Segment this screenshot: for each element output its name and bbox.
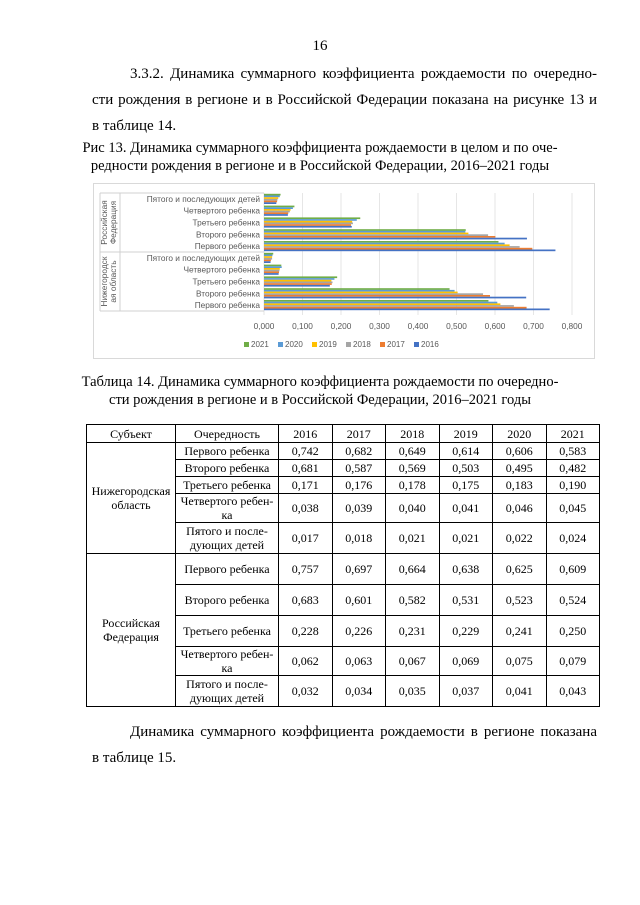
bar (264, 297, 526, 299)
bar (264, 219, 357, 221)
bar (264, 207, 293, 209)
bar (264, 273, 279, 275)
bar (264, 194, 281, 196)
value-cell: 0,638 (439, 554, 493, 585)
bar (264, 271, 279, 273)
intro-line-2: сти рождения в регионе и в Российской Федерации показана на рисунке 13 и (92, 92, 597, 108)
category-label: Пятого и последующих детей (146, 193, 260, 204)
data-table (86, 424, 600, 707)
value-cell: 0,531 (439, 585, 493, 616)
value-cell: 0,742 (279, 443, 333, 460)
legend-swatch (244, 342, 249, 347)
value-cell: 0,503 (439, 460, 493, 477)
category-label: Первого ребенка (194, 300, 260, 311)
bar (264, 212, 288, 214)
legend-swatch (278, 342, 283, 347)
bar (264, 211, 290, 213)
header-year: 2020 (493, 425, 547, 443)
value-cell: 0,041 (439, 494, 493, 523)
bar (264, 214, 288, 216)
bar (264, 265, 281, 267)
bar (264, 256, 272, 258)
bar (264, 290, 455, 292)
value-cell: 0,041 (493, 676, 547, 707)
header-year: 2018 (386, 425, 440, 443)
table-row (87, 443, 600, 460)
group-label: Нижегородск (99, 256, 109, 307)
bar (264, 244, 510, 246)
value-cell: 0,614 (439, 443, 493, 460)
bar (264, 266, 282, 268)
figure-caption-line-2: редности рождения в регионе и в Российской Федерации, 2016–2021 годы (90, 158, 550, 174)
value-cell: 0,664 (386, 554, 440, 585)
group-label: Российская (99, 200, 109, 245)
order-cell: Второго ребенка (176, 585, 279, 616)
value-cell: 0,228 (279, 616, 333, 647)
value-cell: 0,681 (279, 460, 333, 477)
intro-line-3: в таблице 14. (92, 118, 177, 134)
bar (264, 270, 279, 272)
value-cell: 0,625 (493, 554, 547, 585)
value-cell: 0,582 (386, 585, 440, 616)
x-tick-label: 0,000 (253, 321, 275, 331)
order-cell: Четвертого ребен-ка (176, 647, 279, 676)
value-cell: 0,178 (386, 477, 440, 494)
legend-label: 2018 (353, 340, 371, 349)
bar (264, 224, 351, 226)
bar (264, 258, 272, 260)
value-cell: 0,757 (279, 554, 333, 585)
value-cell: 0,482 (546, 460, 600, 477)
bar (264, 253, 273, 255)
value-cell: 0,045 (546, 494, 600, 523)
bar (264, 233, 468, 235)
value-cell: 0,250 (546, 616, 600, 647)
value-cell: 0,018 (332, 523, 386, 554)
value-cell: 0,587 (332, 460, 386, 477)
bar (264, 300, 488, 302)
bar (264, 234, 488, 236)
category-label: Второго ребенка (196, 288, 260, 299)
bar (264, 250, 555, 252)
bar (264, 260, 271, 262)
value-cell: 0,075 (493, 647, 547, 676)
value-cell: 0,040 (386, 494, 440, 523)
legend-label: 2017 (387, 340, 405, 349)
table-caption-line-2: сти рождения в регионе и в Российской Федерации, 2016–2021 годы (109, 392, 531, 408)
closing-line-1: Динамика суммарного коэффициента рождаемости в регионе показана (130, 724, 597, 740)
value-cell: 0,495 (493, 460, 547, 477)
value-cell: 0,022 (493, 523, 547, 554)
bar (264, 243, 505, 245)
page-number: 16 (312, 38, 328, 54)
x-tick-label: 0,300 (369, 321, 390, 331)
group-label: ая область (108, 260, 118, 303)
order-cell: Пятого и после-дующих детей (176, 676, 279, 707)
figure-caption (60, 139, 580, 175)
legend-swatch (414, 342, 419, 347)
value-cell: 0,171 (279, 477, 333, 494)
bar (264, 278, 334, 280)
bar (264, 309, 550, 311)
bar (264, 282, 333, 284)
value-cell: 0,035 (386, 676, 440, 707)
bar (264, 255, 272, 257)
value-cell: 0,523 (493, 585, 547, 616)
x-tick-label: 0,800 (561, 321, 583, 331)
value-cell: 0,032 (279, 676, 333, 707)
category-label: Третьего ребенка (192, 217, 260, 228)
order-cell: Второго ребенка (176, 460, 279, 477)
value-cell: 0,037 (439, 676, 493, 707)
value-cell: 0,183 (493, 477, 547, 494)
value-cell: 0,017 (279, 523, 333, 554)
value-cell: 0,606 (493, 443, 547, 460)
value-cell: 0,043 (546, 676, 600, 707)
header-year: 2021 (546, 425, 600, 443)
value-cell: 0,046 (493, 494, 547, 523)
bar (264, 285, 330, 287)
order-cell: Четвертого ребен-ка (176, 494, 279, 523)
closing-paragraph (92, 719, 597, 771)
value-cell: 0,682 (332, 443, 386, 460)
bar (264, 246, 520, 248)
bar (264, 238, 527, 240)
header-order: Очередность (176, 425, 279, 443)
x-tick-label: 0,400 (407, 321, 429, 331)
bar (264, 231, 465, 233)
x-tick-label: 0,200 (330, 321, 352, 331)
bar (264, 197, 278, 199)
value-cell: 0,034 (332, 676, 386, 707)
value-cell: 0,069 (439, 647, 493, 676)
legend-swatch (312, 342, 317, 347)
header-subject: Субъект (87, 425, 176, 443)
bar (264, 221, 352, 223)
bar (264, 292, 458, 294)
bar (264, 223, 353, 225)
legend-label: 2016 (421, 340, 439, 349)
bar-chart (93, 183, 595, 359)
value-cell: 0,226 (332, 616, 386, 647)
bar (264, 280, 331, 282)
value-cell: 0,176 (332, 477, 386, 494)
bar (264, 283, 332, 285)
bar-chart-svg (94, 184, 594, 358)
value-cell: 0,190 (546, 477, 600, 494)
intro-paragraph (92, 61, 597, 139)
value-cell: 0,649 (386, 443, 440, 460)
x-tick-label: 0,600 (484, 321, 506, 331)
legend-swatch (380, 342, 385, 347)
bar (264, 236, 495, 238)
value-cell: 0,229 (439, 616, 493, 647)
bar (264, 226, 352, 228)
table-caption (60, 373, 580, 409)
group-label: Федерация (108, 200, 118, 245)
value-cell: 0,601 (332, 585, 386, 616)
category-label: Второго ребенка (196, 229, 260, 240)
value-cell: 0,175 (439, 477, 493, 494)
bar (264, 276, 337, 278)
bar (264, 199, 277, 201)
bar (264, 209, 291, 211)
bar (264, 288, 450, 290)
table-header-row (87, 425, 600, 443)
value-cell: 0,039 (332, 494, 386, 523)
bar (264, 295, 490, 297)
legend-label: 2019 (319, 340, 337, 349)
subject-cell: Нижегородская область (87, 443, 176, 554)
value-cell: 0,063 (332, 647, 386, 676)
table-body (87, 443, 600, 707)
bar (264, 293, 483, 295)
bar (264, 217, 360, 219)
bar (264, 261, 271, 263)
order-cell: Первого ребенка (176, 443, 279, 460)
value-cell: 0,231 (386, 616, 440, 647)
bar (264, 307, 527, 309)
value-cell: 0,038 (279, 494, 333, 523)
x-tick-label: 0,700 (523, 321, 544, 331)
table-row (87, 554, 600, 585)
bar (264, 206, 294, 208)
category-label: Пятого и последующих детей (146, 252, 260, 263)
order-cell: Первого ребенка (176, 554, 279, 585)
bar (264, 305, 514, 307)
order-cell: Третьего ребенка (176, 477, 279, 494)
legend-label: 2020 (285, 340, 303, 349)
closing-line-2: в таблице 15. (92, 750, 177, 766)
value-cell: 0,609 (546, 554, 600, 585)
bar (264, 202, 276, 204)
value-cell: 0,079 (546, 647, 600, 676)
header-year: 2017 (332, 425, 386, 443)
subject-cell: Российская Федерация (87, 554, 176, 707)
order-cell: Третьего ребенка (176, 616, 279, 647)
x-tick-label: 0,100 (292, 321, 313, 331)
bar (264, 201, 277, 203)
figure-caption-line-1: Рис 13. Динамика суммарного коэффициента рождаемости в целом и по оче- (82, 140, 558, 156)
value-cell: 0,021 (386, 523, 440, 554)
value-cell: 0,024 (546, 523, 600, 554)
value-cell: 0,524 (546, 585, 600, 616)
category-label: Третьего ребенка (192, 276, 260, 287)
bar (264, 248, 532, 250)
value-cell: 0,583 (546, 443, 600, 460)
category-label: Четвертого ребенка (183, 264, 260, 275)
table-caption-line-1: Таблица 14. Динамика суммарного коэффициента рождаемости по очередно- (81, 374, 559, 390)
bar (264, 268, 280, 270)
value-cell: 0,241 (493, 616, 547, 647)
category-label: Первого ребенка (194, 241, 260, 252)
bar (264, 302, 497, 304)
value-cell: 0,697 (332, 554, 386, 585)
category-label: Четвертого ребенка (183, 205, 260, 216)
value-cell: 0,067 (386, 647, 440, 676)
value-cell: 0,062 (279, 647, 333, 676)
intro-line-1: 3.3.2. Динамика суммарного коэффициента рождаемости по очередно- (130, 66, 597, 82)
x-tick-label: 0,500 (446, 321, 467, 331)
bar (264, 229, 466, 231)
value-cell: 0,683 (279, 585, 333, 616)
legend-label: 2021 (251, 340, 269, 349)
header-year: 2019 (439, 425, 493, 443)
bar (264, 241, 498, 243)
bar (264, 303, 500, 305)
bar (264, 196, 280, 198)
value-cell: 0,021 (439, 523, 493, 554)
value-cell: 0,569 (386, 460, 440, 477)
legend-swatch (346, 342, 351, 347)
order-cell: Пятого и после-дующих детей (176, 523, 279, 554)
header-year: 2016 (279, 425, 333, 443)
